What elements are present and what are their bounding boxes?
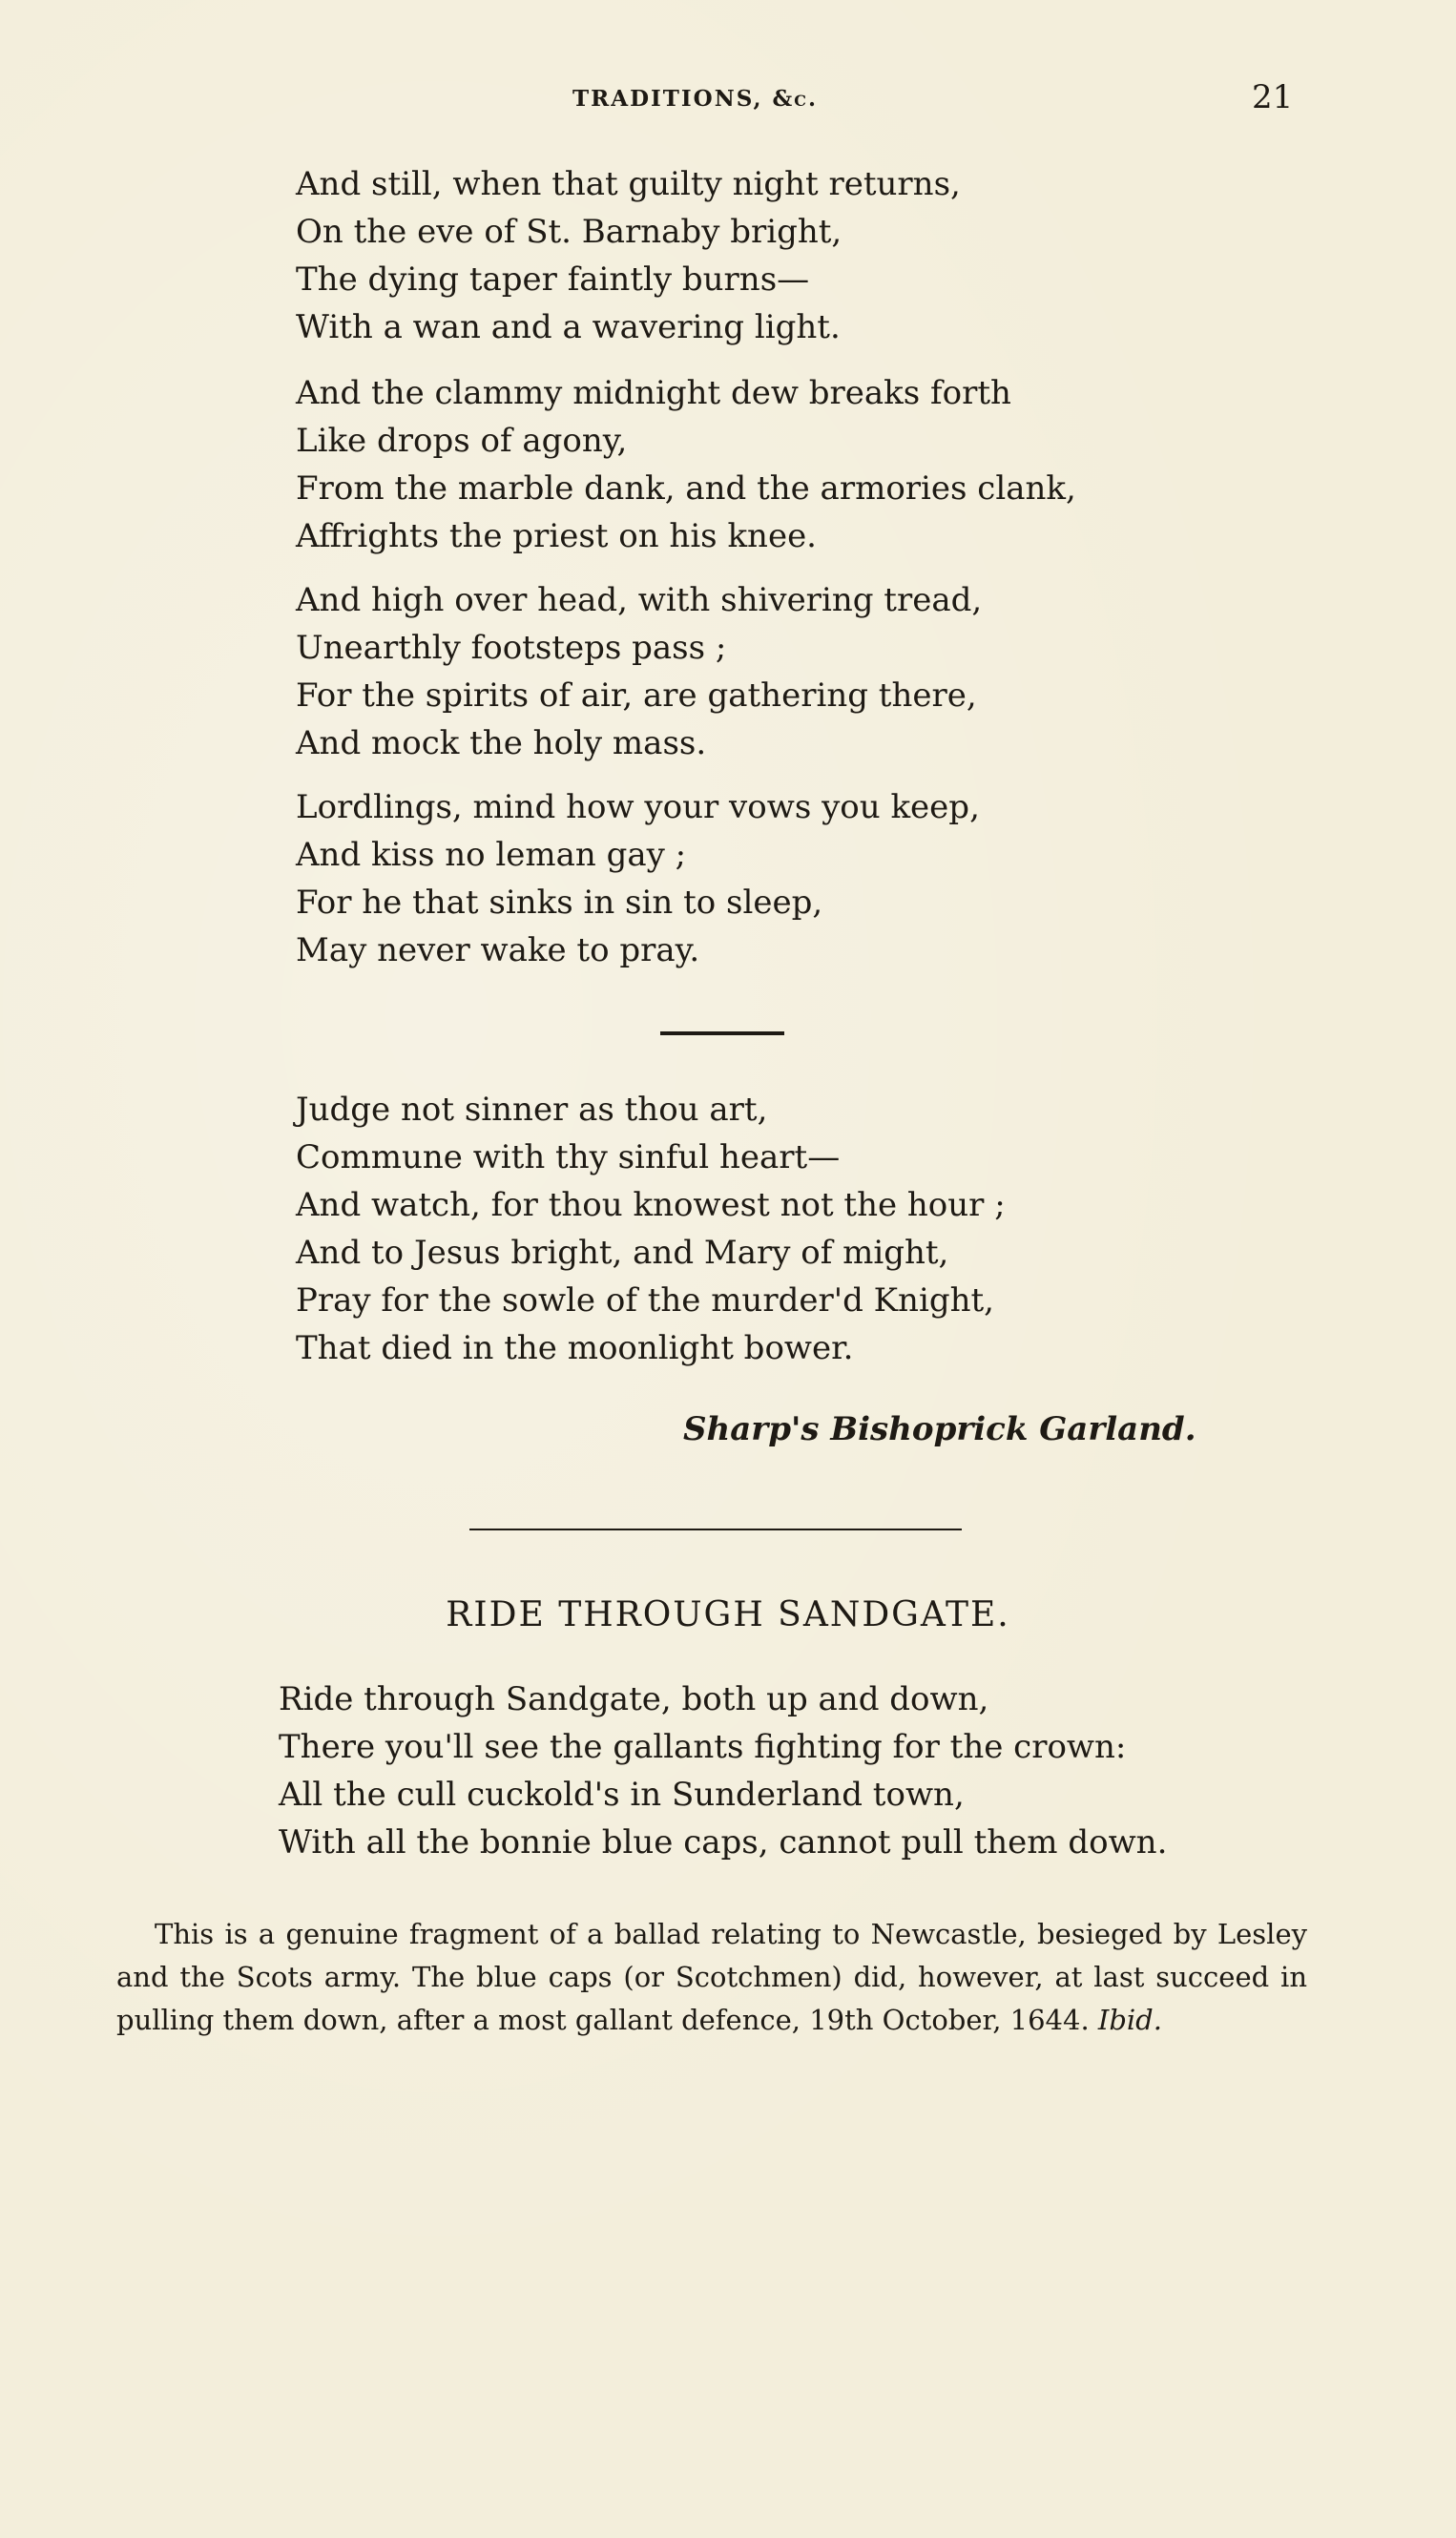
verse-line: Affrights the priest on his knee. [296,517,817,555]
verse-line: May never wake to pray. [296,931,700,969]
verse-line: With a wan and a wavering light. [296,308,841,346]
verse-line: Commune with thy sinful heart— [296,1138,841,1176]
verse-line: Judge not sinner as thou art, [296,1091,768,1129]
poem-stanza-2 [296,369,1250,560]
ballad-stanza [279,1675,1376,1866]
verse-line: And to Jesus bright, and Mary of might, [296,1234,949,1272]
page-number: 21 [1252,78,1294,116]
poem-stanza-3 [296,576,1250,767]
poem-attribution: Sharp's Bishoprick Garland. [683,1410,1196,1448]
verse-line: On the eve of St. Barnaby bright, [296,213,842,251]
verse-line: That died in the moonlight bower. [296,1329,854,1367]
verse-line: All the cull cuckold's in Sunderland town, [279,1776,965,1814]
poem-stanza-5 [296,1086,1250,1372]
section-divider-short [660,1031,784,1035]
verse-line: And the clammy midnight dew breaks forth [296,374,1011,412]
verse-line: For he that sinks in sin to sleep, [296,884,823,922]
verse-line: For the spirits of air, are gathering there, [296,676,977,715]
note-text: This is a genuine fragment of a ballad relating to Newcastle, besieged by Lesley and the Scots army. The blue caps (or Scotchmen) did, however, at last succeed in pulling them down, after a most gallant defence, 19th October, 1644. [116,1918,1307,2036]
verse-line: And still, when that guilty night returns, [296,165,961,203]
editorial-note [116,1913,1307,2042]
verse-line: And kiss no leman gay ; [296,836,687,874]
section-divider-long [469,1529,962,1530]
verse-line: Unearthly footsteps pass ; [296,629,727,667]
running-head [0,78,1456,116]
section-title: RIDE THROUGH SANDGATE. [446,1595,1010,1634]
verse-line: Lordlings, mind how your vows you keep, [296,788,980,826]
verse-line: Ride through Sandgate, both up and down, [279,1680,989,1718]
verse-line: Pray for the sowle of the murder'd Knight, [296,1281,994,1320]
verse-line: Like drops of agony, [296,422,628,460]
verse-line: The dying taper faintly burns— [296,260,810,299]
running-title: TRADITIONS, &c. [572,86,819,112]
poem-stanza-1 [296,160,1250,351]
verse-line: And high over head, with shivering tread, [296,581,983,619]
poem-stanza-4 [296,783,1250,974]
note-ibid: Ibid. [1097,2004,1162,2036]
verse-line: There you'll see the gallants fighting for the crown: [279,1728,1127,1766]
verse-line: And mock the holy mass. [296,724,707,762]
verse-line: With all the bonnie blue caps, cannot pull them down. [279,1823,1168,1862]
verse-line: From the marble dank, and the armories clank, [296,469,1076,508]
verse-line: And watch, for thou knowest not the hour ; [296,1186,1006,1224]
